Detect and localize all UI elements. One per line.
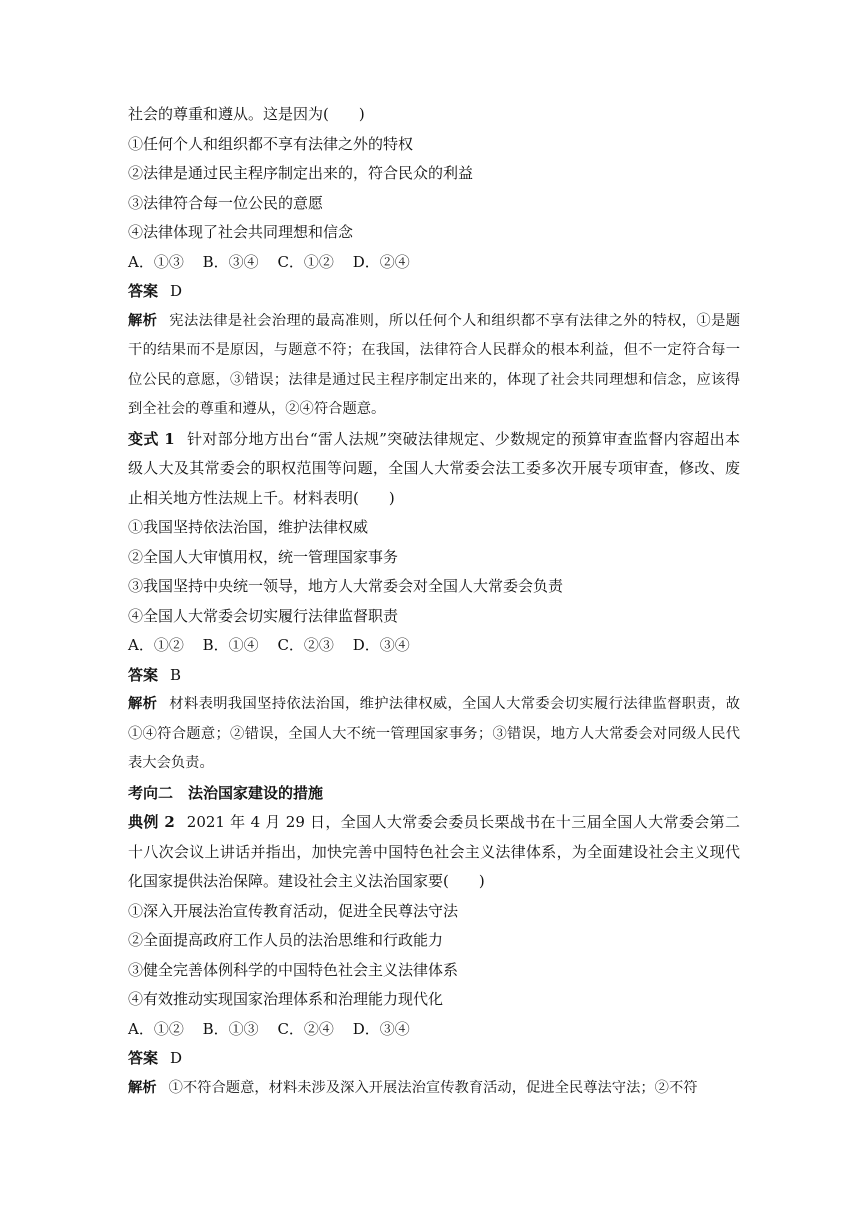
section-heading: 考向二 法治国家建设的措施 <box>128 783 324 802</box>
variant-label: 变式 1 <box>128 429 175 448</box>
v1-options <box>128 631 740 661</box>
v1-explanation <box>128 690 740 779</box>
ex2-options <box>128 1015 740 1045</box>
q1-explanation-text: 宪法法律是社会治理的最高准则，所以任何个人和组织都不享有法律之外的特权，①是题干的结果而不是原因，与题意不符；在我国，法律符合人民群众的根本利益，但不一定符合每一位公民的意愿，③错误；法律是通过民主程序制定出来的，体现了社会共同理想和信念，应该得到全社会的尊重和遵从，②④符合题意。 <box>128 312 741 417</box>
q1-item-1: ①任何个人和组织都不享有法律之外的特权 <box>128 134 414 153</box>
page-content <box>128 100 740 1103</box>
ex2-explanation <box>128 1074 740 1104</box>
v1-option-a: A．①② <box>128 636 184 654</box>
answer-label: 答案 <box>128 665 159 684</box>
ex2-stem <box>128 808 740 897</box>
ex2-stem-text: 2021 年 4 月 29 日，全国人大常委会委员长栗战书在十三届全国人大常委会第二十八次会议上讲话并指出，加快完善中国特色社会主义法律体系，为全面建设社会主义现代化国家提供法治保障。建设社会主义法治国家要( ) <box>128 813 740 890</box>
explanation-label: 解析 <box>128 312 158 329</box>
answer-label: 答案 <box>128 282 159 300</box>
ex2-option-d: D．③④ <box>352 1019 410 1038</box>
v1-item-3: ③我国坚持中央统一领导，地方人大常委会对全国人大常委会负责 <box>128 577 564 595</box>
v1-option-d: D．③④ <box>352 636 410 654</box>
q1-options <box>128 248 740 278</box>
ex2-option-c: C．②④ <box>277 1019 334 1038</box>
q1-item-2: ②法律是通过民主程序制定出来的，符合民众的利益 <box>128 164 474 182</box>
v1-answer <box>128 661 740 691</box>
ex2-item-3: ③健全完善体例科学的中国特色社会主义法律体系 <box>128 960 459 979</box>
explanation-label: 解析 <box>128 1079 157 1096</box>
v1-explanation-text: 材料表明我国坚持依法治国，维护法律权威，全国人大常委会切实履行法律监督职责，故①④符合题意；②错误，全国人大不统一管理国家事务；③错误，地方人大常委会对同级人民代表大会负责。 <box>128 696 741 771</box>
v1-answer-value: B <box>170 665 182 684</box>
q1-option-a: A．①③ <box>128 252 184 271</box>
q1-option-d: D．②④ <box>352 252 410 271</box>
q1-answer-value: D <box>170 282 183 300</box>
example-label: 典例 2 <box>128 813 175 831</box>
q1-answer <box>128 277 740 307</box>
v1-item-2: ②全国人大审慎用权，统一管理国家事务 <box>128 547 399 566</box>
ex2-explanation-text: ①不符合题意，材料未涉及深入开展法治宣传教育活动，促进全民尊法守法；②不符 <box>168 1079 698 1096</box>
v1-option-c: C．②③ <box>277 636 334 654</box>
explanation-label: 解析 <box>128 696 158 712</box>
q1-item-3: ③法律符合每一位公民的意愿 <box>128 193 324 212</box>
v1-item-4: ④全国人大常委会切实履行法律监督职责 <box>128 606 399 625</box>
ex2-item-4: ④有效推动实现国家治理体系和治理能力现代化 <box>128 990 444 1008</box>
ex2-option-a: A．①② <box>128 1019 184 1038</box>
q1-stem-tail: 社会的尊重和遵从。这是因为( ) <box>128 105 365 123</box>
ex2-answer-value: D <box>170 1049 183 1067</box>
q1-option-b: B．③④ <box>202 252 259 271</box>
ex2-option-b: B．①③ <box>202 1019 259 1038</box>
v1-item-1: ①我国坚持依法治国，维护法律权威 <box>128 518 369 536</box>
ex2-item-2: ②全面提高政府工作人员的法治思维和行政能力 <box>128 931 444 949</box>
answer-label: 答案 <box>128 1049 159 1067</box>
v1-option-b: B．①④ <box>202 636 259 654</box>
ex2-item-1: ①深入开展法治宣传教育活动，促进全民尊法守法 <box>128 901 459 920</box>
v1-stem <box>128 425 740 514</box>
ex2-answer <box>128 1044 740 1074</box>
v1-stem-text: 针对部分地方出台“雷人法规”突破法律规定、少数规定的预算审查监督内容超出本级人大及其常委会的职权范围等问题，全国人大常委会法工委多次开展专项审查，修改、废止相关地方性法规上千。材料表明( ) <box>128 429 740 507</box>
q1-item-4: ④法律体现了社会共同理想和信念 <box>128 223 354 241</box>
q1-explanation <box>128 307 740 425</box>
q1-option-c: C．①② <box>277 252 334 271</box>
